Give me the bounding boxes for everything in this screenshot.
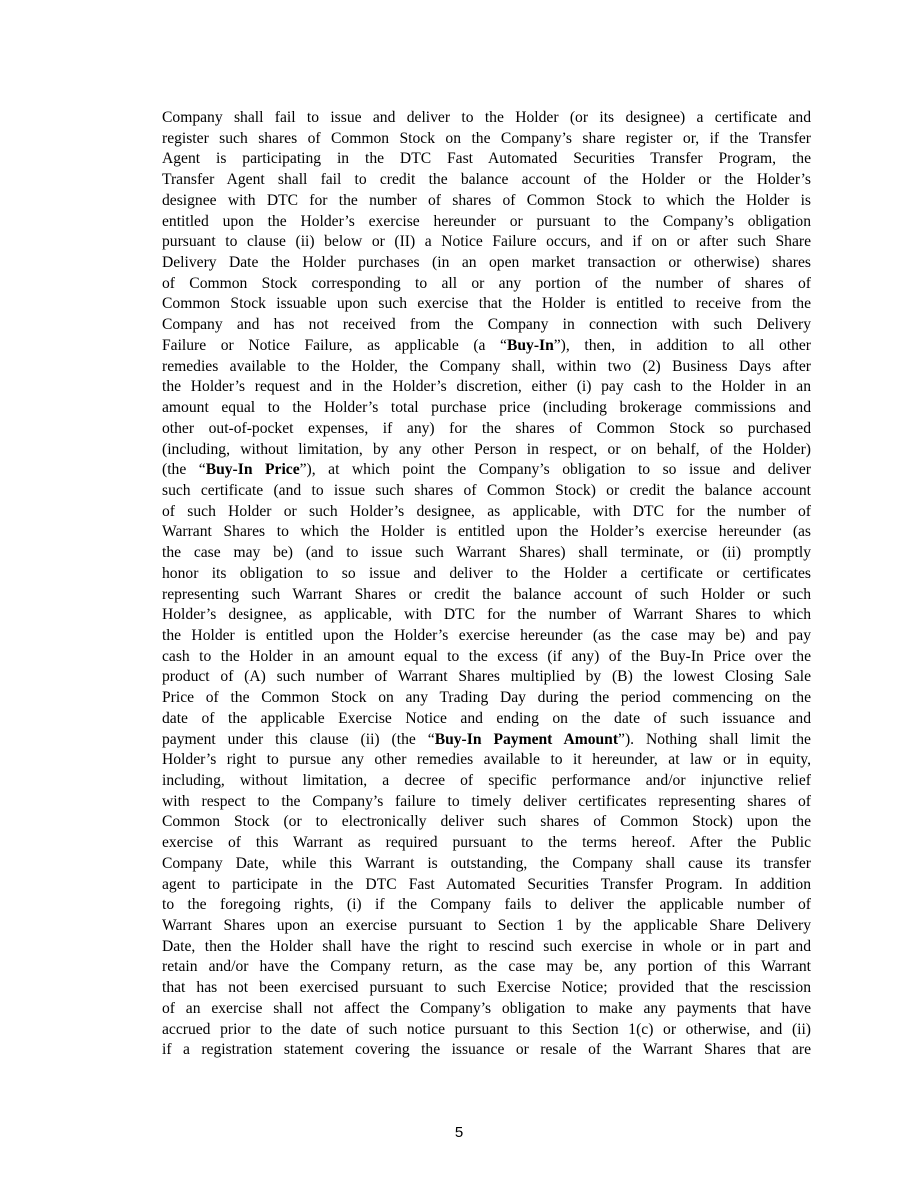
text-run: the case may be) (and to issue such Warrant Shares) shall terminate, or (ii) promptly xyxy=(162,544,811,562)
text-line xyxy=(162,585,811,606)
text-line xyxy=(162,854,811,875)
text-run: such certificate (and to issue such shares of Common Stock) or credit the balance account xyxy=(162,481,811,499)
text-run: retain and/or have the Company return, as the case may be, any portion of this Warrant xyxy=(162,958,811,976)
text-line xyxy=(162,315,811,336)
text-run: (the “ xyxy=(162,461,206,479)
text-line xyxy=(162,212,811,233)
text-run: of Common Stock corresponding to all or any portion of the number of shares of xyxy=(162,274,811,292)
text-line xyxy=(162,460,811,481)
text-run: Transfer Agent shall fail to credit the balance account of the Holder or the Holder’s xyxy=(162,171,811,189)
text-run: Failure or Notice Failure, as applicable (a “ xyxy=(162,336,507,354)
text-run: Company shall fail to issue and deliver to the Holder (or its designee) a certificate and xyxy=(162,109,811,126)
text-line xyxy=(162,667,811,688)
text-run: Warrant Shares upon an exercise pursuant to Section 1 by the applicable Share Delivery xyxy=(162,917,811,935)
text-run: the Holder’s request and in the Holder’s discretion, either (i) pay cash to the Holder in an xyxy=(162,378,811,396)
text-line xyxy=(162,336,811,357)
text-run: Price of the Common Stock on any Trading Day during the period commencing on the xyxy=(162,689,811,707)
text-run: that has not been exercised pursuant to such Exercise Notice; provided that the rescission xyxy=(162,979,811,997)
text-line xyxy=(162,605,811,626)
text-run: representing such Warrant Shares or credit the balance account of such Holder or such xyxy=(162,585,811,603)
text-run: if a registration statement covering the issuance or resale of the Warrant Shares that are xyxy=(162,1041,811,1059)
text-line xyxy=(162,419,811,440)
text-line xyxy=(162,440,811,461)
body-paragraph xyxy=(162,108,811,1061)
text-run: Holder’s right to pursue any other remedies available to it hereunder, at law or in equity, xyxy=(162,751,811,769)
text-run: to the foregoing rights, (i) if the Company fails to deliver the applicable number of xyxy=(162,896,811,914)
text-line xyxy=(162,294,811,315)
text-run: designee with DTC for the number of shares of Common Stock to which the Holder is xyxy=(162,191,811,209)
text-line xyxy=(162,564,811,585)
text-run: cash to the Holder in an amount equal to the excess (if any) of the Buy-In Price over the xyxy=(162,647,811,665)
text-line xyxy=(162,895,811,916)
text-line xyxy=(162,232,811,253)
text-line xyxy=(162,522,811,543)
text-line xyxy=(162,999,811,1020)
text-line xyxy=(162,626,811,647)
text-run: Delivery Date the Holder purchases (in an open market transaction or otherwise) shares xyxy=(162,254,811,272)
text-line xyxy=(162,481,811,502)
text-run: Company Date, while this Warrant is outstanding, the Company shall cause its transfer xyxy=(162,854,811,872)
text-line xyxy=(162,170,811,191)
text-run: other out-of-pocket expenses, if any) for the shares of Common Stock so purchased xyxy=(162,419,811,437)
text-line xyxy=(162,1040,811,1061)
text-run: payment under this clause (ii) (the “ xyxy=(162,730,435,748)
text-line xyxy=(162,149,811,170)
text-run: remedies available to the Holder, the Company shall, within two (2) Business Days after xyxy=(162,357,811,375)
text-line xyxy=(162,792,811,813)
page-number: 5 xyxy=(454,1124,464,1141)
text-run: amount equal to the Holder’s total purchase price (including brokerage commissions and xyxy=(162,399,811,417)
text-run: the Holder is entitled upon the Holder’s exercise hereunder (as the case may be) and pay xyxy=(162,626,811,644)
text-run: Date, then the Holder shall have the right to rescind such exercise in whole or in part and xyxy=(162,937,811,955)
defined-term: Buy-In Payment Amount xyxy=(434,730,619,748)
text-run: ”), then, in addition to all other xyxy=(553,336,811,354)
text-run: Common Stock (or to electronically deliver such shares of Common Stock) upon the xyxy=(162,813,811,831)
text-run: entitled upon the Holder’s exercise hereunder or pursuant to the Company’s obligation xyxy=(162,212,811,230)
text-line xyxy=(162,377,811,398)
text-run: including, without limitation, a decree of specific performance and/or injunctive relief xyxy=(162,772,811,789)
text-run: Agent is participating in the DTC Fast Automated Securities Transfer Program, the xyxy=(162,150,811,168)
text-run: Common Stock issuable upon such exercise that the Holder is entitled to receive from the xyxy=(162,295,811,313)
text-line xyxy=(162,502,811,523)
text-line xyxy=(162,750,811,771)
text-run: Company and has not received from the Company in connection with such Delivery xyxy=(162,316,811,334)
text-line xyxy=(162,1020,811,1041)
text-run: date of the applicable Exercise Notice and ending on the date of such issuance and xyxy=(162,709,811,727)
text-run: agent to participate in the DTC Fast Automated Securities Transfer Program. In addition xyxy=(162,875,811,893)
text-run: ”). Nothing shall limit the xyxy=(618,730,811,748)
text-line xyxy=(162,398,811,419)
text-run: Holder’s designee, as applicable, with DTC for the number of Warrant Shares to which xyxy=(162,606,811,624)
defined-term: Buy-In xyxy=(506,336,554,354)
text-run: pursuant to clause (ii) below or (II) a Notice Failure occurs, and if on or after such Share xyxy=(162,233,811,251)
text-run: register such shares of Common Stock on the Company’s share register or, if the Transfer xyxy=(162,129,811,147)
text-run: of such Holder or such Holder’s designee, as applicable, with DTC for the number of xyxy=(162,502,811,520)
text-run: (including, without limitation, by any other Person in respect, or on behalf, of the Holder) xyxy=(162,440,811,458)
text-line xyxy=(162,812,811,833)
text-run: exercise of this Warrant as required pursuant to the terms hereof. After the Public xyxy=(162,834,811,852)
text-line xyxy=(162,274,811,295)
text-line xyxy=(162,957,811,978)
text-line xyxy=(162,253,811,274)
text-line xyxy=(162,937,811,958)
text-line xyxy=(162,191,811,212)
text-line xyxy=(162,916,811,937)
text-run: honor its obligation to so issue and deliver to the Holder a certificate or certificates xyxy=(162,564,811,582)
text-line xyxy=(162,108,811,129)
text-line xyxy=(162,730,811,751)
text-line xyxy=(162,688,811,709)
text-line xyxy=(162,709,811,730)
text-line xyxy=(162,543,811,564)
text-run: with respect to the Company’s failure to timely deliver certificates representing shares of xyxy=(162,792,811,810)
text-line xyxy=(162,647,811,668)
text-line xyxy=(162,771,811,792)
text-run: of an exercise shall not affect the Company’s obligation to make any payments that have xyxy=(162,999,811,1017)
text-line xyxy=(162,978,811,999)
text-line xyxy=(162,833,811,854)
text-line xyxy=(162,357,811,378)
text-run: Warrant Shares to which the Holder is entitled upon the Holder’s exercise hereunder (as xyxy=(162,523,811,541)
text-run: ”), at which point the Company’s obligation to so issue and deliver xyxy=(299,461,811,479)
text-line xyxy=(162,875,811,896)
text-line xyxy=(162,129,811,150)
text-run: accrued prior to the date of such notice pursuant to this Section 1(c) or otherwise, and (ii) xyxy=(162,1020,811,1038)
text-run: product of (A) such number of Warrant Shares multiplied by (B) the lowest Closing Sale xyxy=(162,668,811,686)
defined-term: Buy-In Price xyxy=(205,461,300,479)
